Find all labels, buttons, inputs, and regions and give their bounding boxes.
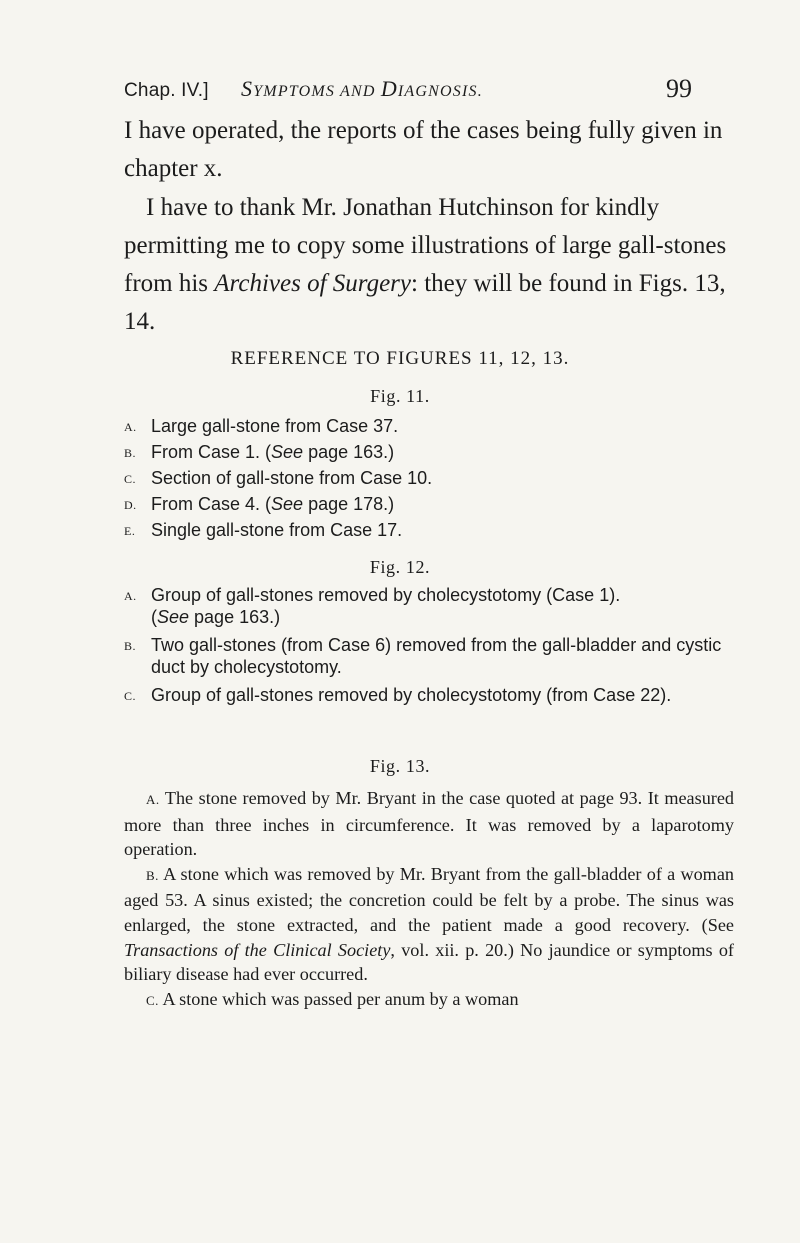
entry-letter: C. [146,992,159,1008]
entry-text-post: page 163.) [303,442,395,462]
entry-text: Section of gall-stone from Case 10. [151,468,433,488]
transactions-title: Transactions of the Clinical Society [124,939,391,960]
see-reference: See [157,607,190,627]
entry-text: The stone removed by Mr. Bryant in the case quoted at page 93. It measured more than three inches in circumference. It was removed by a laparotomy operation. [124,788,735,860]
see-reference: See [271,494,304,514]
fig-13-title: Fig. 13. [369,756,431,776]
entry-letter: B. [124,446,137,460]
body-paragraph-1 [124,112,729,188]
entry-text: Two gall-stones (from Case 6) removed from the gall-bladder and cystic duct by cholecystotomy. [151,635,722,677]
title-symptoms-and: YMPTOMS AND [253,83,381,100]
entry-text-line2 [151,606,734,628]
title-iagnosis: IAGNOSIS. [397,83,483,100]
entry-text: Group of gall-stones removed by cholecystotomy (from Case 22). [151,685,672,705]
entry-text [151,493,734,515]
reference-heading: REFERENCE TO FIGURES 11, 12, 13. [230,348,570,369]
thanks-text: I have to thank Mr. Jonathan Hutchinson for kindly permitting me to copy some illustrations of large gall-stones from his [124,194,727,297]
entry-letter: B. [146,867,159,883]
title-initial-s: S [241,76,254,101]
entry-text: Group of gall-stones removed by cholecystotomy (Case 1). [151,585,621,605]
entry-letter: C. [124,472,137,486]
fig-11-entry-e [124,519,734,541]
entry-text-end: , vol. xii. p. 20.) No jaundice or symptoms of biliary disease had ever occurred. [124,939,734,985]
thanks-text-end: : they will be found in Figs. 13, 14. [124,270,726,335]
fig-11-entry-c [124,467,734,489]
entry-text: Large gall-stone from Case 37. [151,416,399,436]
entry-letter: D. [124,498,137,512]
fig-12-title: Fig. 12. [369,557,431,577]
see-reference: See [271,442,304,462]
running-header-chapter: Chap. IV.] [124,80,209,101]
entry-letter: B. [124,639,137,653]
fig-13-entry-a [124,786,734,862]
entry-text-pre: From Case 4. ( [151,494,272,514]
fig-12-entry-c [124,684,734,706]
fig-13-entry-c [124,987,734,1014]
fig-12-entry-a [124,584,734,628]
entry-letter: A. [146,792,160,807]
fig-11-entry-d [124,493,734,515]
entry-text-pre: ( [151,607,157,627]
body-paragraph-2 [124,189,729,341]
fig-12-entries [124,584,734,712]
entry-text-pre: From Case 1. ( [151,442,272,462]
fig-11-entries [124,415,734,545]
fig-12-entry-b [124,634,734,678]
title-initial-d: D [380,76,398,101]
entry-text-post: page 178.) [303,494,395,514]
entry-letter: A. [124,589,137,603]
fig-11-title: Fig. 11. [370,386,430,406]
entry-letter: C. [124,689,137,703]
page-number: 99 [666,74,692,103]
entry-text [151,441,734,463]
fig-11-entry-a [124,415,734,437]
fig-11-entry-b [124,441,734,463]
paragraph-operated: I have operated, the reports of the cases being fully given in chapter x. [124,117,723,182]
entry-text: A stone which was removed by Mr. Bryant from the gall-bladder of a woman aged 53. A sinus existed; the concretion could be felt by a probe. The sinus was enlarged, the stone extracted, and the patient made a good recovery. (See [124,863,734,935]
entry-text: A stone which was passed per anum by a woman [162,988,519,1009]
fig-13-entry-b [124,862,734,987]
paragraph-thanks [124,189,729,341]
archives-of-surgery-title: Archives of Surgery [214,270,411,297]
entry-text: Single gall-stone from Case 17. [151,520,403,540]
entry-text-post: page 163.) [189,607,281,627]
running-header-title [241,76,483,102]
entry-letter: E. [124,524,136,538]
entry-letter: A. [124,420,137,434]
fig-13-descriptions [124,786,734,1013]
